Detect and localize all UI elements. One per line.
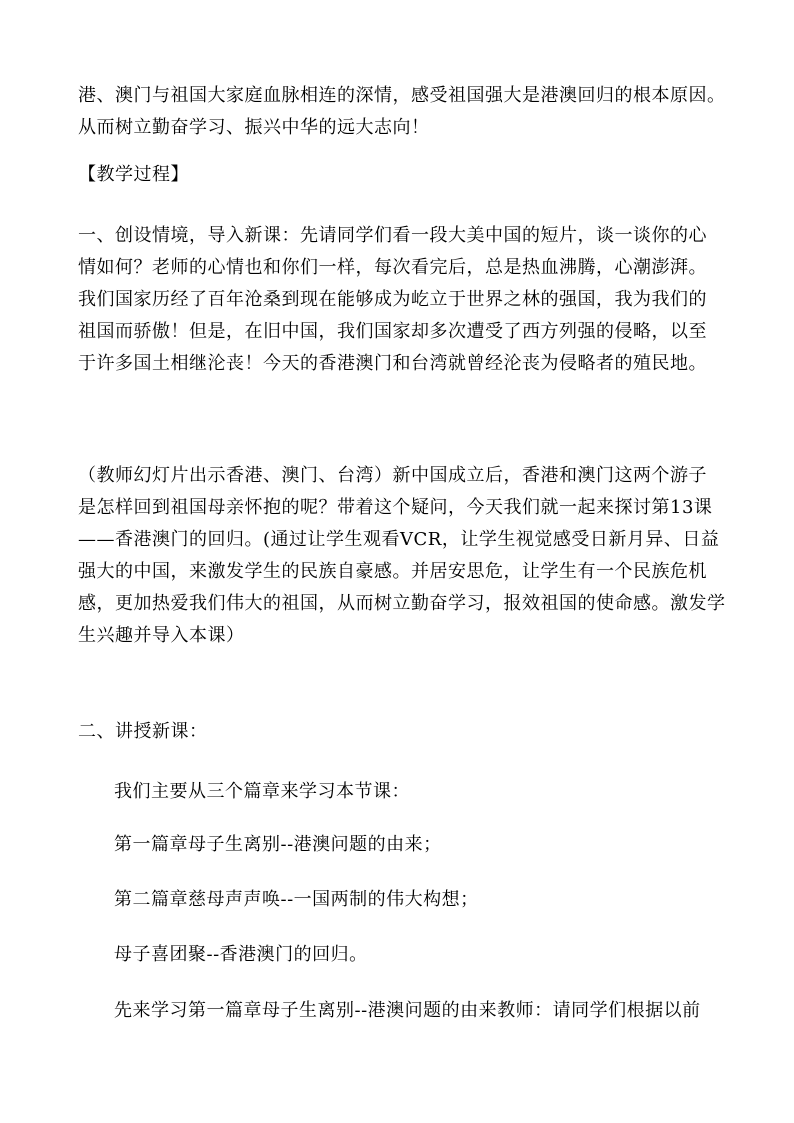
text-line: 祖国而骄傲！但是，在旧中国，我们国家却多次遭受了西方列强的侵略，以至 — [78, 321, 707, 342]
part1-paragraph — [78, 220, 718, 380]
text-line: 第一篇章母子生离别--港澳问题的由来； — [114, 834, 442, 855]
text-line: 情如何？老师的心情也和你们一样，每次看完后，总是热血沸腾，心潮澎湃。 — [78, 257, 707, 278]
text-line: 感，更加热爱我们伟大的祖国，从而树立勤奋学习，报效祖国的使命感。激发学 — [78, 593, 726, 614]
section-heading — [78, 159, 718, 191]
text-line: 港、澳门与祖国大家庭血脉相连的深情，感受祖国强大是港澳回归的根本原因。 — [78, 85, 726, 106]
part1b-paragraph — [78, 460, 726, 652]
part2-heading-text: 二、讲授新课： — [78, 721, 208, 742]
chapter-3 — [114, 939, 718, 971]
chapter-1 — [114, 829, 718, 861]
intro-paragraph — [78, 80, 726, 144]
text-line: （教师幻灯片出示香港、澳门、台湾）新中国成立后，香港和澳门这两个游子 — [78, 465, 707, 486]
text-line: 我们主要从三个篇章来学习本节课： — [114, 781, 410, 802]
part2-intro — [114, 776, 718, 808]
section-heading-text: 【教学过程】 — [78, 164, 189, 185]
text-line: ——香港澳门的回归。(通过让学生观看VCR，让学生视觉感受日新月异、日益 — [78, 529, 720, 550]
text-line: 强大的中国，来激发学生的民族自豪感。并居安思危，让学生有一个民族危机 — [78, 561, 707, 582]
part2-heading — [78, 716, 718, 748]
text-line: 生兴趣并导入本课） — [78, 625, 245, 646]
text-line: 于许多国土相继沦丧！今天的香港澳门和台湾就曾经沦丧为侵略者的殖民地。 — [78, 353, 707, 374]
text-line: 先来学习第一篇章母子生离别--港澳问题的由来教师：请同学们根据以前 — [114, 1000, 701, 1021]
chapter-2 — [114, 884, 718, 916]
text-line: 一、创设情境，导入新课：先请同学们看一段大美中国的短片，谈一谈你的心 — [78, 225, 707, 246]
text-line: 第二篇章慈母声声唤--一国两制的伟大构想； — [114, 889, 479, 910]
closing-line — [114, 995, 718, 1027]
text-line: 母子喜团聚--香港澳门的回归。 — [114, 944, 368, 965]
text-line: 是怎样回到祖国母亲怀抱的呢？带着这个疑问，今天我们就一起来探讨第13课 — [78, 497, 713, 518]
text-line: 我们国家历经了百年沧桑到现在能够成为屹立于世界之林的强国，我为我们的 — [78, 289, 707, 310]
text-line: 从而树立勤奋学习、振兴中华的远大志向！ — [78, 117, 430, 138]
